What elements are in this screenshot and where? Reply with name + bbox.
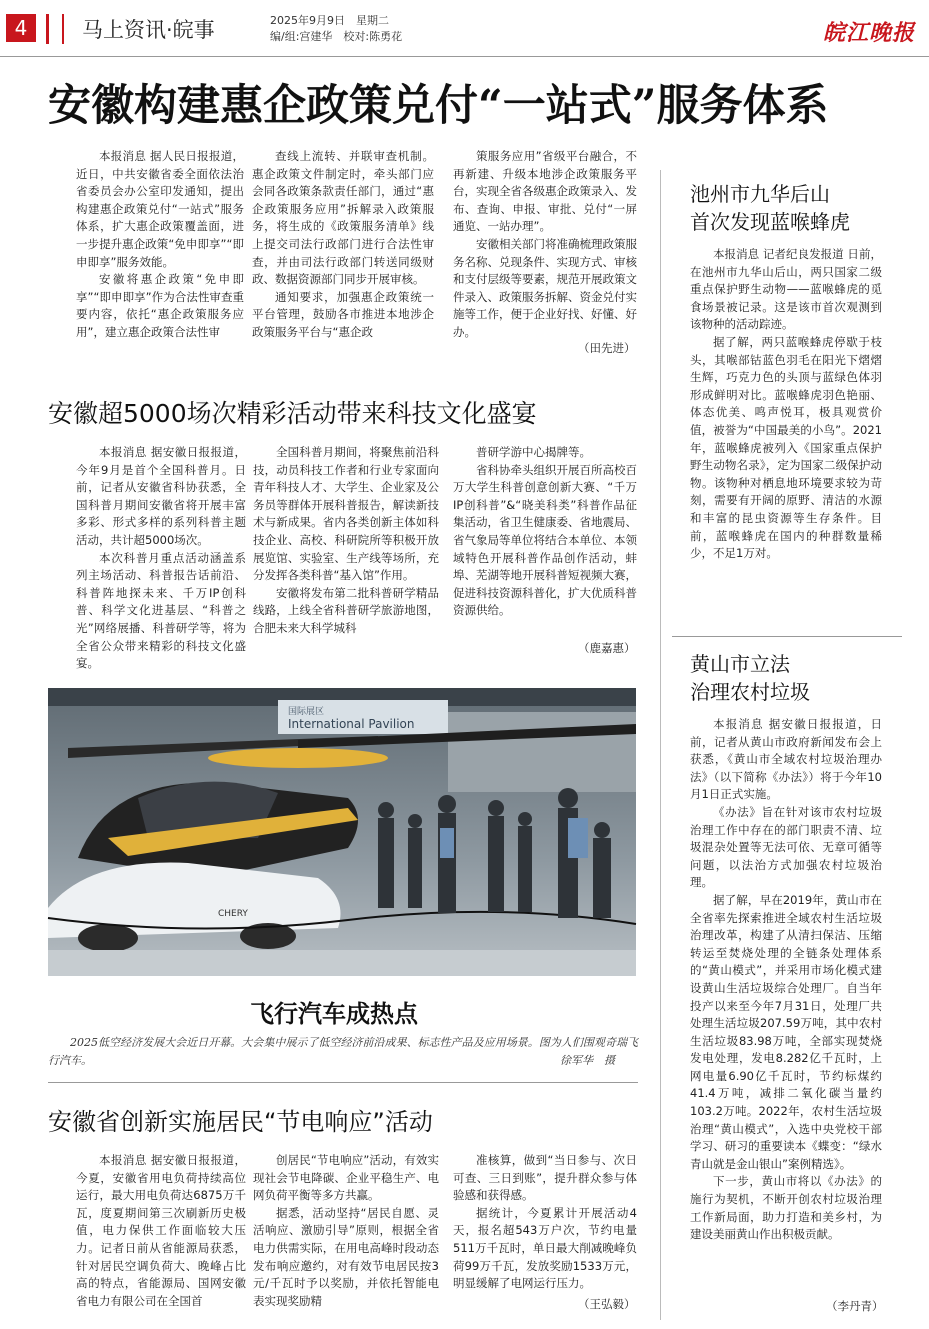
article-column [76,148,244,378]
article-column [253,1152,439,1322]
paragraph: 查线上流转、并联审查机制。惠企政策文件制定时，牵头部门应会同各政策条款责任部门，通过“惠企政策服务应用”拆解录入政策服务，将生成的《政策服务清单》线上提交司法行政部门进行合法性审查，并由司法行政部门转送同级财政、数据资源部门同步开展审核。 [252,149,434,287]
photo-caption [48,1034,638,1070]
article-column [76,444,246,671]
paragraph: 本报消息 记者纪良发报道 日前，在池州市九华山后山，两只国家二级重点保护野生动物——蓝喉蜂虎的觅食场景被记录。这是该市首次观测到该物种的活动踪迹。 [690,247,882,332]
article-column [76,1152,246,1322]
article-column [252,148,434,378]
paragraph: 安徽相关部门将准确梳理政策服务名称、兑现条件、实现方式、审核和支付层级等要素，规范开展政策文件录入、政策服务拆解、资金兑付实施等工作，便于企业好找、好懂、好办。 [453,236,637,339]
paragraph: 本次科普月重点活动涵盖系列主场活动、科普报告话前沿、科普阵地探未来、千万IP创科普、科学文化进基层、“科普之光”网络展播、科普研学等，将为全省公众带来精彩的科技文化盛宴。 [76,550,246,671]
paragraph: 本报消息 据人民日报报道，近日，中共安徽省委全面依法治省委员会办公室印发通知，提出构建惠企政策兑付“一站式”服务体系，扩大惠企政策覆盖面，进一步提升惠企政策“免申即享”“即申即享”服务效能。 [76,149,244,269]
article-headline: 安徽省创新实施居民“节电响应”活动 [48,1108,433,1136]
section-divider [48,1082,638,1083]
header-rule [0,56,929,57]
article-byline: （鹿嘉惠） [578,641,636,655]
side-headline-line: 池州市九华后山 [690,182,830,206]
paragraph: 据了解，两只蓝喉蜂虎停歇于枝头，其喉部钴蓝色羽毛在阳光下熠熠生辉，巧克力色的头顶与蓝绿色体羽形成鲜明对比。蓝喉蜂虎羽色艳丽、体态优美、鸣声悦耳，极具观赏价值，被誉为“中国最美的小鸟”。2021年，蓝喉蜂虎被列入《国家重点保护野生动物名录》，定为国家二级保护动物。该物种对栖息地环境要求较为苛刻，需要有开阔的原野、清洁的水源和丰富的昆虫资源等生存条件。目前，蓝喉蜂虎在国内的种群数量稀少，不足1万对。 [690,334,882,561]
article-column [453,1152,637,1294]
article-column [690,716,882,1300]
paragraph: 通知要求，加强惠企政策统一平台管理，鼓励各市推进本地涉企政策服务平台与“惠企政 [252,289,434,339]
article-byline: （王弘毅） [578,1297,636,1311]
header-divider [46,14,49,44]
paragraph: 据统计，今夏累计开展活动4天，报名超543万户次，节约电量511万千瓦时，单日最大削减晚峰负荷99万千瓦，发放奖励1533万元，明显缓解了电网运行压力。 [453,1205,637,1291]
vehicle-brand: CHERY [218,909,248,919]
photo-caption-title: 飞行汽车成热点 [250,1000,418,1028]
side-headline-line: 治理农村垃圾 [690,680,810,704]
header-divider [62,14,64,44]
article-column [690,246,882,626]
article-headline: 安徽超5000场次精彩活动带来科技文化盛宴 [48,399,537,428]
pavilion-sign-text: International Pavilion [288,717,415,731]
side-headline [690,180,850,236]
column-divider [660,170,661,1320]
section-divider [672,636,902,637]
section-name: 马上资讯·皖事 [82,18,215,42]
article-column [453,148,637,360]
article-byline: （李丹青） [826,1299,884,1313]
paragraph: 据悉，活动坚持“居民自愿、灵活响应、激励引导”原则，根据全省电力供需实际，在用电高峰时段动态发布响应邀约，对有效节电居民按3元/千瓦时予以奖励，并依托智能电表实现奖励精 [253,1205,439,1308]
side-headline-line: 首次发现蓝喉蜂虎 [690,210,850,234]
paragraph: 准核算，做到“当日参与、次日可查、三日到账”，提升群众参与体验感和获得感。 [453,1153,637,1203]
paragraph: 下一步，黄山市将以《办法》的施行为契机，不断开创农村垃圾治理工作新局面，助力打造和美乡村，为建设美丽黄山作出积极贡献。 [690,1174,882,1242]
paragraph: 安徽将发布第二批科普研学精品线路，上线全省科普研学旅游地图，合肥未来大科学城科 [253,585,439,635]
paragraph: 据了解，早在2019年，黄山市在全省率先探索推进全域农村生活垃圾治理改革，构建了从清扫保洁、压缩转运至焚烧处理的全链条处理体系的“黄山模式”，并采用市场化模式建设黄山生活垃圾综合处理厂。自当年投产以来至今年7月31日，处理厂共处理生活垃圾207.59万吨，其中农村生活垃圾83.98万吨，全部实现焚烧发电处理，发电8.282亿千瓦时，上网电量6.90亿千瓦时，节约标煤约41.4万吨，减排二氧化碳当量约103.2万吨。2022年，农村生活垃圾治理“黄山模式”，入选中央党校干部学习、研习的重要读本《蝶变：“绿水青山就是金山银山”案例精选》。 [690,892,882,1171]
article-headline: 安徽构建惠企政策兑付“一站式”服务体系 [48,81,829,131]
paragraph: 本报消息 据安徽日报报道，今夏，安徽省用电负荷持续高位运行，最大用电负荷达6875万千瓦，度夏期间第三次刷新历史极值，电力保供工作面临较大压力。记者日前从省能源局获悉，针对居民空调负荷大、晚峰占比高的特点，省能源局、国网安徽省电力有限公司在全国首 [76,1153,246,1308]
issue-date: 2025年9月9日 星期二 [270,14,389,27]
photo-caption-text: 2025低空经济发展大会近日开幕。大会集中展示了低空经济前沿成果、标志性产品及应用场景。图为人们围观奇瑞飞行汽车。 [48,1036,638,1067]
paragraph: 策服务应用”省级平台融合，不再新建、升级本地涉企政策服务平台，实现全省各级惠企政策录入、发布、查询、申报、审批、兑付“一屏通览、一站办理”。 [453,149,637,234]
paragraph: 创居民“节电响应”活动，有效实现社会节电降碳、企业平稳生产、电网负荷平衡等多方共赢。 [253,1153,439,1203]
side-headline [690,650,810,706]
paragraph: 《办法》旨在针对该市农村垃圾治理工作中存在的部门职责不清、垃圾混杂处置等无法可依、无章可循等问题，以法治方式加强农村垃圾治理。 [690,804,882,890]
editor-credits: 编/组:宫建华 校对:陈勇花 [270,30,403,43]
paragraph: 本报消息 据安徽日报报道，日前，记者从黄山市政府新闻发布会上获悉，《黄山市全域农村垃圾治理办法》（以下简称《办法》）将于今年10月1日正式实施。 [690,717,882,802]
paragraph: 普研学游中心揭牌等。 [476,445,591,459]
newspaper-logo: 皖江晚报 [822,20,915,46]
page-header [0,0,929,62]
paragraph: 安徽将惠企政策“免申即享”“即申即享”作为合法性审查重要内容，依托“惠企政策服务应用”，建立惠企政策合法性审 [76,272,244,339]
photo-illustration [48,688,636,976]
article-column [453,444,637,640]
photo-credit: 徐军华 摄 [560,1054,615,1067]
article-column [253,444,439,658]
dateline [270,13,402,45]
paragraph: 全国科普月期间，将聚焦前沿科技，动员科技工作者和行业专家面向青年科技人才、大学生、企业家及公务员等群体开展科普报告，解读新技术与新成果。省内各类创新主体如科技企业、高校、科研院所等积极开放展览馆、实验室、生产线等场所，充分发挥各类科普“基入馆”作用。 [253,445,439,583]
side-headline-line: 黄山市立法 [690,652,790,676]
paragraph: 本报消息 据安徽日报报道，今年9月是首个全国科普月。日前，记者从安徽省科协获悉，全国科普月期间安徽省将开展丰富多彩、形式多样的系列科普主题活动，共计超5000场次。 [76,445,246,547]
news-photo [48,688,636,976]
paragraph: 省科协牵头组织开展百所高校百万大学生科普创意创新大赛、“千万IP创科普”&“晓美科类”科普作品征集活动，省卫生健康委、省地震局、省气象局等单位将结合本单位、本领域特色开展科普作品创作活动，蚌埠、芜湖等地开展科普短视频大赛，促进科技资源科普化，扩大优质科普资源供给。 [453,462,637,618]
article-byline: （田先进） [578,341,636,355]
pavilion-sign-label: 国际展区 [288,707,325,717]
page-number: 4 [6,14,36,42]
